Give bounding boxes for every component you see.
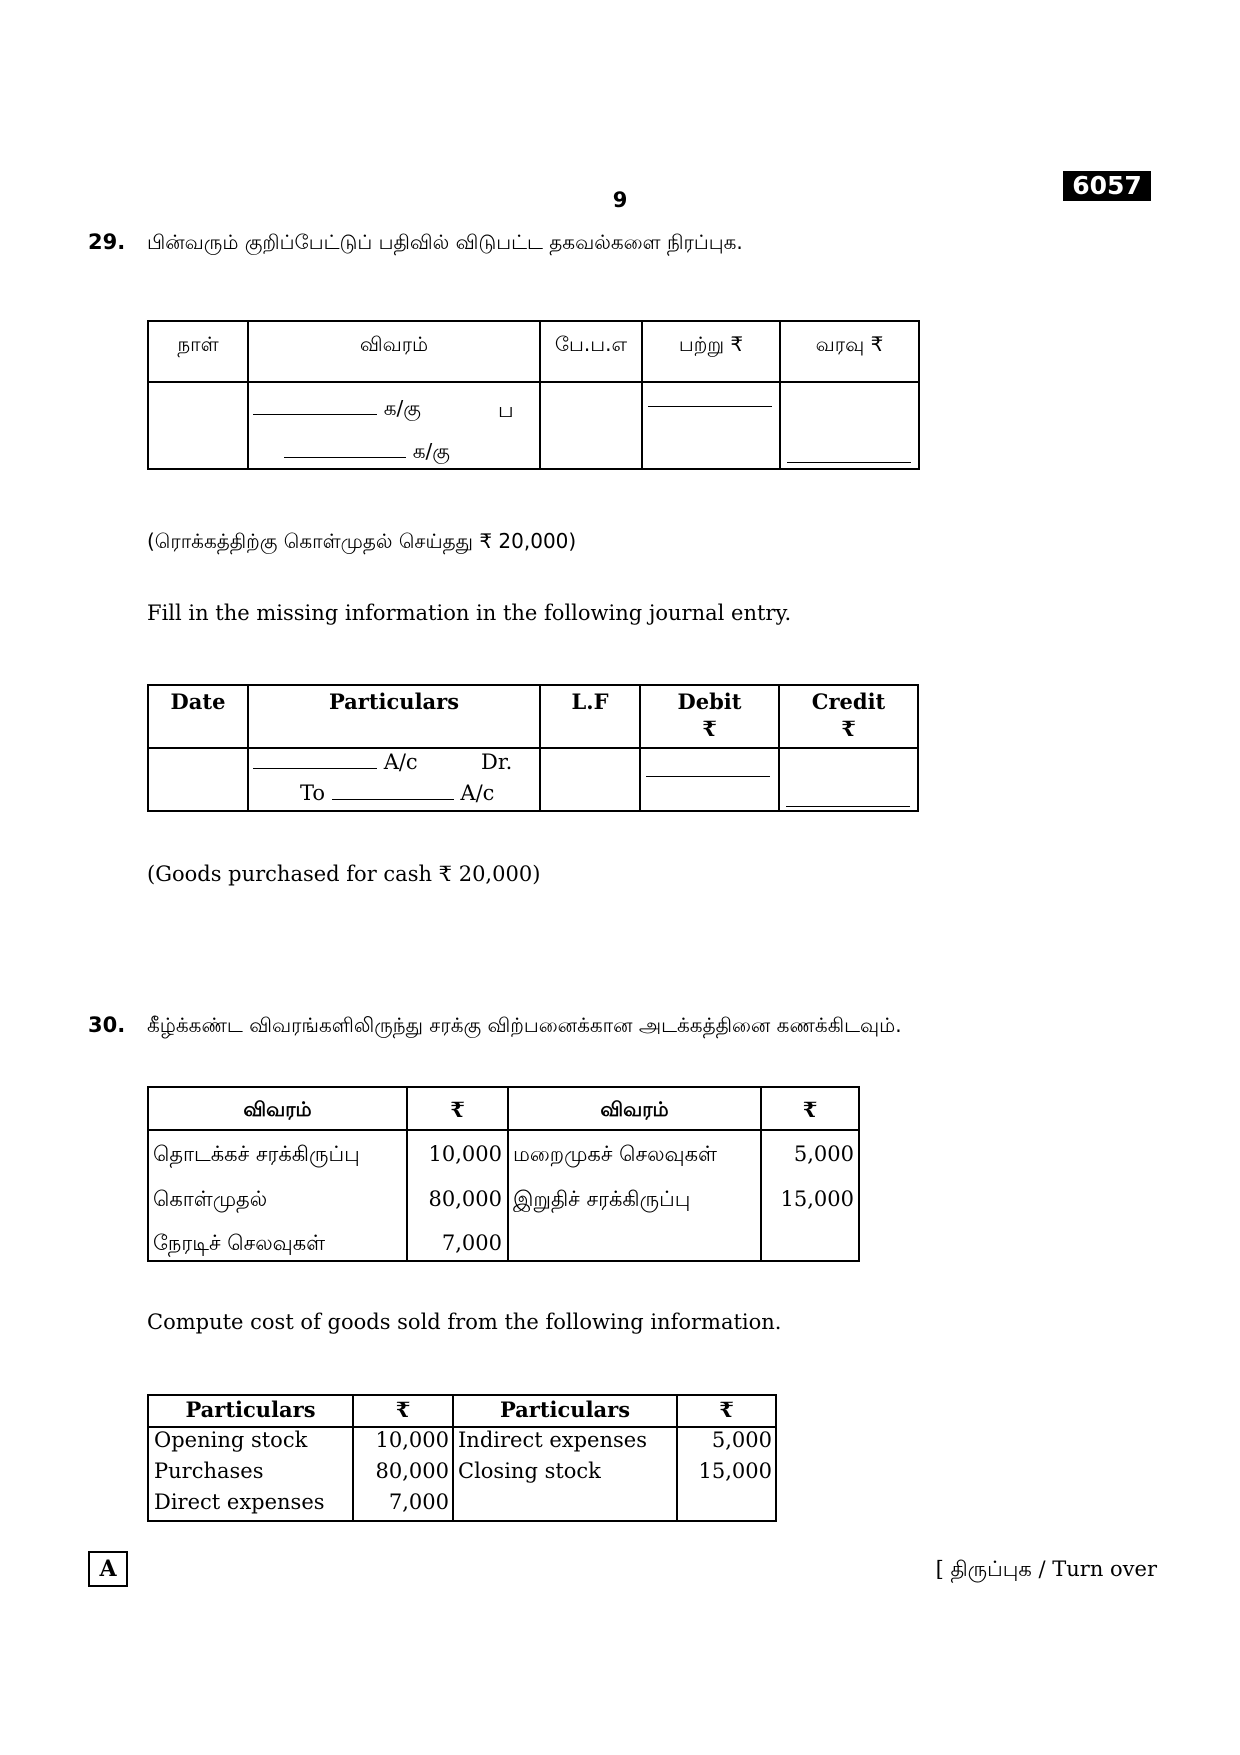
header-debit: Debit xyxy=(677,689,742,714)
right-value: 5,000 xyxy=(711,1428,772,1452)
blank-field[interactable] xyxy=(284,441,406,458)
tamil-right-value: 15,000 xyxy=(780,1187,854,1211)
tamil-right-label: இறுதிச் சரக்கிருப்பு xyxy=(513,1187,691,1211)
header-debit-currency: ₹ xyxy=(702,716,717,741)
tamil-header-particulars: விவரம் xyxy=(359,332,429,356)
tamil-header-particulars-right: விவரம் xyxy=(600,1097,669,1121)
tamil-header-credit: வரவு ₹ xyxy=(815,332,884,356)
tamil-credit-blank[interactable] xyxy=(787,446,911,463)
q29-english-note: (Goods purchased for cash ₹ 20,000) xyxy=(147,862,541,886)
turn-over-text: [ திருப்புக / Turn over xyxy=(935,1557,1157,1581)
left-value: 7,000 xyxy=(388,1490,449,1514)
tamil-right-value: 5,000 xyxy=(793,1142,854,1166)
tamil-left-label: நேரடிச் செலவுகள் xyxy=(153,1231,326,1255)
english-debit-blank[interactable] xyxy=(646,760,770,777)
series-marker: A xyxy=(88,1551,128,1587)
left-label: Direct expenses xyxy=(154,1490,325,1514)
left-label: Opening stock xyxy=(154,1428,308,1452)
tamil-left-value: 7,000 xyxy=(441,1231,502,1255)
q30-tamil-question: கீழ்க்கண்ட விவரங்களிலிருந்து சரக்கு விற்பனைக்கான அடக்கத்தினை கணக்கிடவும். xyxy=(147,1013,902,1037)
q29-english-question: Fill in the missing information in the following journal entry. xyxy=(147,601,792,625)
header-amount-right: ₹ xyxy=(719,1397,734,1422)
right-value: 15,000 xyxy=(698,1459,772,1483)
blank-field[interactable] xyxy=(332,783,454,800)
paper-code-badge: 6057 xyxy=(1063,171,1151,201)
right-label: Closing stock xyxy=(458,1459,601,1483)
page-number: 9 xyxy=(612,188,628,212)
tamil-header-lf: பே.ப.எ xyxy=(554,332,628,356)
left-label: Purchases xyxy=(154,1459,264,1483)
english-entry-line1-dr: Dr. xyxy=(481,750,513,774)
tamil-debit-blank[interactable] xyxy=(648,390,772,407)
left-value: 80,000 xyxy=(375,1459,449,1483)
tamil-header-debit: பற்று ₹ xyxy=(678,332,744,356)
q29-number: 29. xyxy=(88,230,126,254)
tamil-header-particulars-left: விவரம் xyxy=(243,1097,312,1121)
tamil-header-amount-right: ₹ xyxy=(802,1097,818,1122)
blank-field[interactable] xyxy=(253,752,377,769)
right-label: Indirect expenses xyxy=(458,1428,647,1452)
tamil-left-value: 80,000 xyxy=(428,1187,502,1211)
header-date: Date xyxy=(170,689,226,714)
header-particulars: Particulars xyxy=(328,689,460,714)
q30-english-question: Compute cost of goods sold from the following information. xyxy=(147,1310,782,1334)
tamil-left-label: தொடக்கச் சரக்கிருப்பு xyxy=(153,1142,360,1166)
header-credit-currency: ₹ xyxy=(841,716,856,741)
english-credit-blank[interactable] xyxy=(786,790,910,807)
q29-tamil-note: (ரொக்கத்திற்கு கொள்முதல் செய்தது ₹ 20,000) xyxy=(147,529,577,553)
blank-field[interactable] xyxy=(253,398,377,415)
left-value: 10,000 xyxy=(375,1428,449,1452)
tamil-right-label: மறைமுகச் செலவுகள் xyxy=(513,1142,718,1166)
tamil-header-amount-left: ₹ xyxy=(450,1097,465,1122)
tamil-header-date: நாள் xyxy=(177,332,219,356)
tamil-entry-line1: க/கு xyxy=(253,396,421,423)
english-entry-line2: To A/c xyxy=(300,781,495,805)
tamil-left-label: கொள்முதல் xyxy=(153,1187,268,1211)
header-amount-left: ₹ xyxy=(395,1397,411,1422)
header-particulars-left: Particulars xyxy=(185,1397,316,1422)
header-lf: L.F xyxy=(571,689,609,714)
tamil-left-value: 10,000 xyxy=(428,1142,502,1166)
english-entry-line1: A/c xyxy=(253,750,418,774)
tamil-entry-line1-p: ப xyxy=(498,398,514,422)
tamil-entry-line2: க/கு xyxy=(284,439,450,466)
header-particulars-right: Particulars xyxy=(499,1397,631,1422)
header-credit: Credit xyxy=(811,689,886,714)
q30-number: 30. xyxy=(88,1013,126,1037)
q29-tamil-question: பின்வரும் குறிப்பேட்டுப் பதிவில் விடுபட்ட தகவல்களை நிரப்புக. xyxy=(147,230,743,254)
